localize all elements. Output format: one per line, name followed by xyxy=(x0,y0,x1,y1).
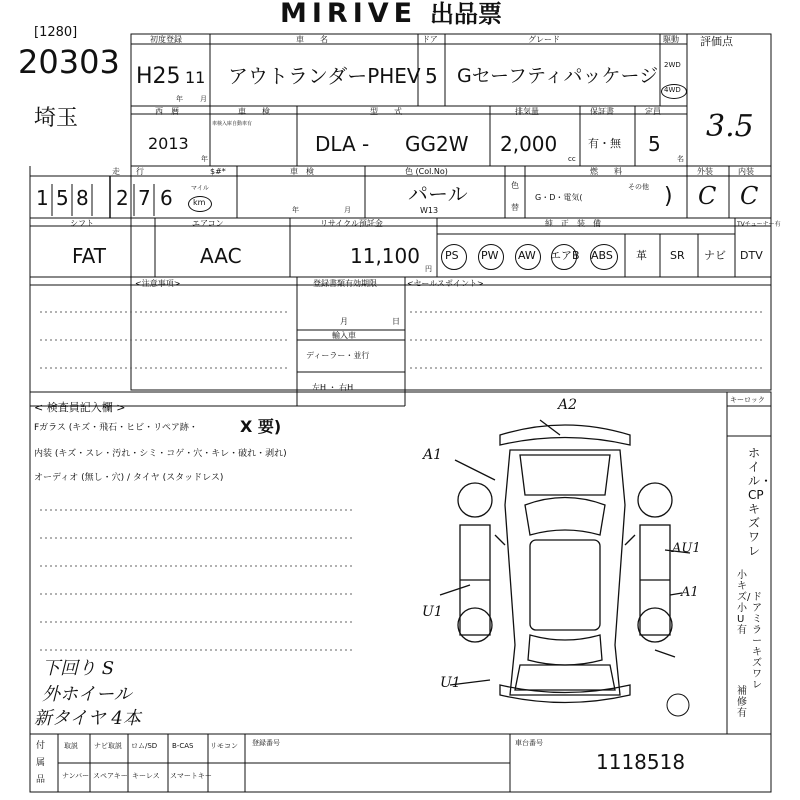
label-month: 月 xyxy=(200,95,207,103)
exterior-grade: C xyxy=(698,182,717,210)
label-model: 型 式 xyxy=(370,107,402,116)
label-warranty: 保証書 xyxy=(590,107,614,116)
brand-title: MIRIVE xyxy=(280,0,418,29)
label-person: 名 xyxy=(677,155,684,163)
displacement: 2,000 xyxy=(500,132,558,156)
label-mileage: 走 行 xyxy=(112,167,144,176)
label-reg-no: 登録番号 xyxy=(252,739,280,747)
inspect-line-1: Fガラス (キズ・飛石・ヒビ・リペア跡・ xyxy=(34,423,198,433)
label-chassis-no: 車台番号 xyxy=(515,739,543,747)
label-color: 色 (Col.No) xyxy=(405,167,448,176)
label-grade: グレード xyxy=(528,35,560,44)
label-recycle-unit: 円 xyxy=(425,265,432,273)
acc-keyless: キーレス xyxy=(132,772,160,780)
mark-u1-left: U1 xyxy=(422,604,443,620)
recycle-fee: 11,100 xyxy=(350,244,420,268)
model-code: GG2W xyxy=(405,132,469,156)
side-note-2: ドアミラーキズワレ xyxy=(752,592,762,691)
equip-ps: PS xyxy=(445,249,459,262)
inspect-line-2: 内装 (キズ・スレ・汚れ・シミ・コゲ・穴・キレ・破れ・剥れ) xyxy=(34,449,287,459)
color-no: W13 xyxy=(420,206,439,215)
mark-u1-bottom: U1 xyxy=(440,675,461,691)
equip-leather: 革 xyxy=(636,249,647,262)
label-seireki: 西 暦 xyxy=(155,107,179,116)
label-evaluation: 評価点 xyxy=(700,35,733,48)
label-displacement: 排気量 xyxy=(515,107,539,116)
label-notes: <注意事項> xyxy=(135,279,181,288)
label-import: 輸入車 xyxy=(332,331,356,340)
label-equipment: 純 正 装 備 xyxy=(545,219,601,228)
mark-a2: A2 xyxy=(558,397,578,413)
year-ad: 2013 xyxy=(148,134,189,153)
fuel-other: その他 xyxy=(628,183,649,191)
inspect-line-1-mark: X 要) xyxy=(240,417,282,436)
label-first-registration: 初度登録 xyxy=(150,35,182,44)
inspection-note: 車検入庫自動車有 xyxy=(212,121,253,127)
evaluation-score: 3.5 xyxy=(706,109,754,144)
acc-navi-manual: ナビ取説 xyxy=(94,742,122,750)
label-month-3: 月 xyxy=(344,206,351,214)
label-color-change-bottom: 替 xyxy=(511,203,519,212)
entry-code: [1280] xyxy=(34,25,78,40)
equip-aw: AW xyxy=(518,249,536,262)
model-prefix: DLA - xyxy=(315,132,370,156)
car-name: アウトランダーPHEV xyxy=(228,64,421,88)
label-inspection: 車 検 xyxy=(238,107,270,116)
lot-number: 20303 xyxy=(18,43,120,81)
equip-pw: PW xyxy=(481,249,499,262)
grade: Gセーフティパッケージ xyxy=(457,65,659,87)
region: 埼玉 xyxy=(34,106,79,131)
hand-note-2: 外ホイール xyxy=(42,684,132,705)
label-shift: シフト xyxy=(70,219,94,228)
label-deadline-day: 日 xyxy=(392,317,400,326)
label-sales-point: <セールスポイント> xyxy=(407,279,484,288)
reg-month: 11 xyxy=(185,68,206,87)
color: パール xyxy=(408,182,468,206)
mark-a1-right: A1 xyxy=(681,585,699,600)
label-car-name: 車 名 xyxy=(296,35,328,44)
acc-remote: リモコン xyxy=(210,742,238,750)
mileage-digit-1: 1 xyxy=(36,186,49,210)
hand-note-3: 新タイヤ 4本 xyxy=(34,708,141,729)
equip-navi: ナビ xyxy=(704,249,726,262)
import-dealer: ディーラー・並行 xyxy=(306,351,370,360)
capacity: 5 xyxy=(648,132,661,156)
label-accessories: 付 属 品 xyxy=(36,741,46,785)
acc-bcas: B-CAS xyxy=(172,742,194,750)
label-mileage-flag: $#* xyxy=(210,167,226,176)
warranty: 有・無 xyxy=(588,137,621,150)
label-reg-deadline: 登録書類有効期限 xyxy=(313,279,377,288)
label-color-change-top: 色 xyxy=(511,181,519,190)
equip-airbag: エアB xyxy=(550,249,580,262)
handle-side: 左H ・ 右H xyxy=(312,383,354,392)
label-km: km xyxy=(193,198,206,207)
equip-abs: ABS xyxy=(591,249,613,262)
label-aircon: エアコン xyxy=(192,219,224,228)
side-note-3: 小キズ/小U有 xyxy=(737,570,751,636)
equip-sr: SR xyxy=(670,249,685,262)
mileage-digit-2: 5 xyxy=(56,186,69,210)
mileage-digit-6: 6 xyxy=(160,186,173,210)
label-exterior: 外装 xyxy=(697,167,713,176)
shift: FAT xyxy=(72,244,107,268)
fuel-close: ) xyxy=(664,184,673,209)
label-tuner: TVチューナー有 xyxy=(737,221,781,228)
label-capacity: 定員 xyxy=(645,107,661,116)
fuel: G・D・電気( xyxy=(535,193,583,202)
side-note-4: 補修有 xyxy=(737,686,747,719)
acc-plate: ナンバー xyxy=(62,772,90,780)
label-recycle: リサイクル預託金 xyxy=(320,219,383,228)
label-inspector: < 検査員記入欄 > xyxy=(34,401,126,414)
acc-manual: 取説 xyxy=(64,742,78,750)
drive-4wd: 4WD xyxy=(664,86,681,94)
interior-grade: C xyxy=(740,182,759,210)
label-deadline-month: 月 xyxy=(340,317,348,326)
aircon: AAC xyxy=(200,244,242,268)
label-drive: 駆動 xyxy=(663,35,679,44)
label-year-3: 年 xyxy=(292,206,299,214)
label-year-2: 年 xyxy=(201,155,208,163)
mileage-digit-4: 2 xyxy=(116,186,129,210)
equip-dtv: DTV xyxy=(740,249,763,262)
drive-2wd: 2WD xyxy=(664,61,681,69)
form-title: 出品票 xyxy=(430,0,502,28)
reg-era: H25 xyxy=(136,64,181,89)
mark-a1: A1 xyxy=(423,447,443,463)
label-year: 年 xyxy=(176,95,183,103)
mileage-digit-3: 8 xyxy=(76,186,89,210)
inspect-line-3: オーディオ (無し・穴) / タイヤ (スタッドレス) xyxy=(34,473,224,483)
door-count: 5 xyxy=(425,64,438,88)
label-mile: マイル xyxy=(191,185,209,192)
vehicle-diagram xyxy=(420,395,720,730)
label-fuel: 燃 料 xyxy=(590,167,622,176)
side-note-1: ホイル・CPキズワレ xyxy=(748,446,773,558)
label-doors: ドア xyxy=(422,35,438,44)
acc-smart-key: スマートキー xyxy=(170,772,212,780)
hand-note-1: 下回り S xyxy=(42,658,115,679)
acc-rom-sd: ロム/SD xyxy=(131,742,158,750)
label-inspection2: 車 検 xyxy=(290,167,314,176)
label-keyless: キーロック xyxy=(730,396,765,404)
mark-au1: AU1 xyxy=(672,541,701,556)
mileage-digit-5: 7 xyxy=(138,186,151,210)
label-cc: cc xyxy=(568,155,576,163)
chassis-no: 1118518 xyxy=(596,750,686,774)
label-interior: 内装 xyxy=(738,167,754,176)
acc-spare-key: スペアキー xyxy=(93,772,128,780)
